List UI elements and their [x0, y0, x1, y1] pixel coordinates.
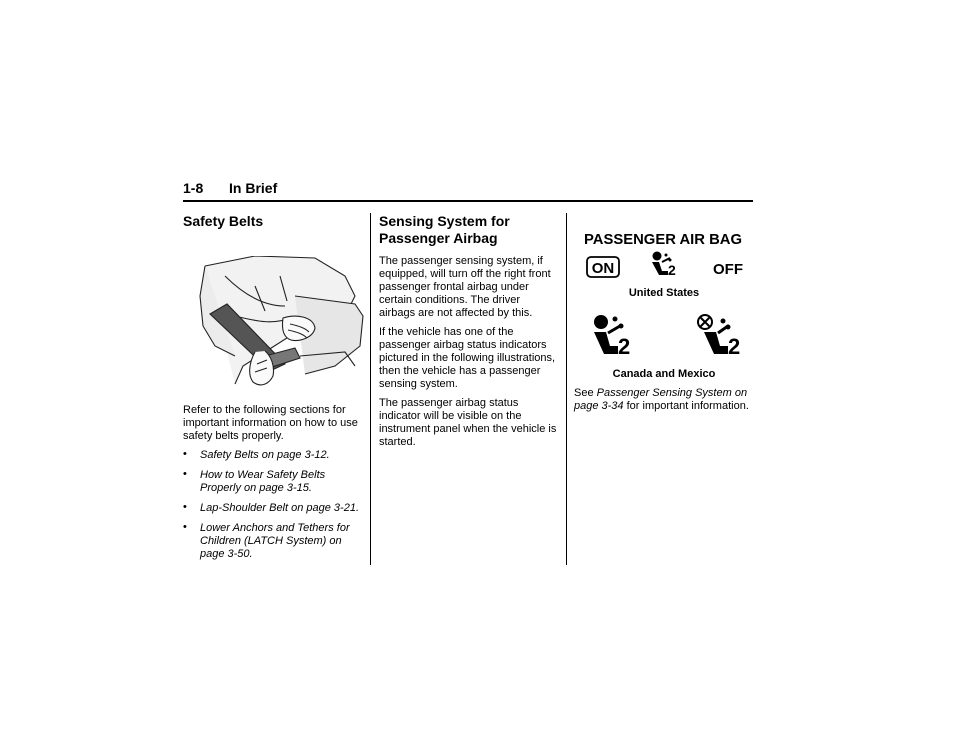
column-divider-1 [370, 213, 371, 565]
safety-belts-intro: Refer to the following sections for important information on how to use safety belts properly. [183, 404, 358, 442]
list-item[interactable]: • Lap-Shoulder Belt on page 3-21. [183, 501, 360, 514]
on-label: ON [591, 260, 615, 277]
page-header [183, 178, 753, 202]
airbag-off-icon [698, 315, 740, 358]
sensing-system-heading: Sensing System for Passenger Airbag [379, 213, 510, 246]
column-divider-2 [566, 213, 567, 565]
sensing-paragraph: The passenger airbag status indicator will be visible on the instrument panel when the vehicle is started. [379, 397, 557, 448]
safety-belt-illustration-icon [195, 256, 365, 394]
passenger-airbag-indicator-panel [574, 227, 754, 287]
safety-belts-column [183, 213, 365, 568]
seat-number-label: 2 [728, 334, 741, 358]
indicator-column [574, 213, 754, 419]
seat-number-label: 2 [618, 334, 631, 358]
seat-number-label: 2 [668, 262, 676, 278]
airbag-on-icon [594, 315, 630, 358]
section-title: In Brief [229, 180, 278, 196]
list-item[interactable]: • Safety Belts on page 3-12. [183, 448, 330, 461]
safety-belts-reference-list [183, 449, 365, 561]
canada-mexico-indicator-panel [574, 310, 754, 358]
cross-reference-link[interactable]: Passenger Sensing System on page 3-34 [574, 387, 748, 412]
indicator-title: PASSENGER AIR BAG [584, 231, 742, 248]
off-label: OFF [713, 261, 743, 278]
sensing-paragraph: If the vehicle has one of the passenger airbag status indicators pictured in the following illustrations, then the vehicle has a passenger sensing system. [379, 326, 556, 390]
safety-belts-heading: Safety Belts [183, 213, 264, 229]
caption-united-states: United States [628, 287, 700, 299]
caption-canada-mexico: Canada and Mexico [612, 368, 716, 380]
see-reference-text: See Passenger Sensing System on page 3-34 for important information. [574, 387, 749, 412]
seated-passenger-icon [652, 252, 676, 279]
list-item[interactable]: • Lower Anchors and Tethers for Children (LATCH System) on page 3-50. [183, 521, 350, 560]
page-number: 1-8 [183, 180, 204, 196]
list-item[interactable]: • How to Wear Safety Belts Properly on page 3-15. [183, 468, 326, 494]
sensing-system-column [379, 213, 559, 455]
sensing-paragraph: The passenger sensing system, if equipped, will turn off the right front passenger frontal airbag under certain conditions. The driver airbags are not affected by this. [379, 255, 551, 319]
